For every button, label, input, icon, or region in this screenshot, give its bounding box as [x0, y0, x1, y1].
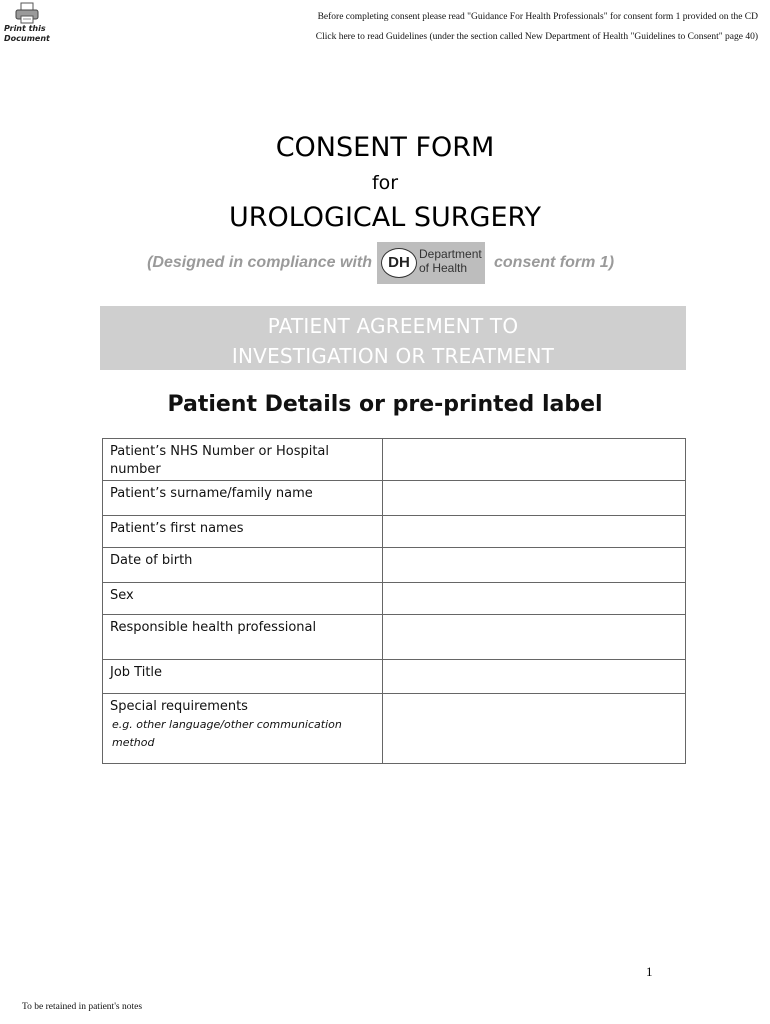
dh-logo-initials: DH — [388, 254, 410, 271]
date-of-birth-label: Date of birth — [103, 548, 383, 583]
special-requirements-field[interactable] — [383, 694, 686, 764]
job-title-field[interactable] — [383, 660, 686, 694]
banner-line-2: INVESTIGATION OR TREATMENT — [231, 344, 555, 368]
date-of-birth-field[interactable] — [383, 548, 686, 583]
job-title-label: Job Title — [103, 660, 383, 694]
agreement-banner — [100, 306, 686, 370]
table-row — [103, 615, 686, 660]
patient-details-table — [102, 438, 686, 764]
compliance-text-left: (Designed in compliance with — [147, 254, 372, 271]
dh-logo-name — [419, 247, 485, 275]
nhs-number-label: Patient’s NHS Number or Hospital number — [103, 439, 383, 481]
table-row — [103, 481, 686, 516]
dh-logo-name-line2: of Health — [419, 261, 468, 275]
special-requirements-hint: e.g. other language/other communication method — [112, 718, 342, 749]
print-label-line1: Print this — [4, 24, 46, 33]
table-row — [103, 583, 686, 615]
banner-line-1: PATIENT AGREEMENT TO — [267, 314, 519, 338]
guidelines-link[interactable]: Click here to read Guidelines (under the section called New Department of Health "Guidelines to Consent" page 40) — [315, 32, 758, 42]
first-names-field[interactable] — [383, 516, 686, 548]
surname-label: Patient’s surname/family name — [103, 481, 383, 516]
table-row — [103, 548, 686, 583]
dh-logo-oval — [381, 248, 417, 278]
table-row — [103, 439, 686, 481]
special-requirements-title: Special requirements — [110, 699, 248, 714]
patient-details-heading: Patient Details or pre-printed label — [167, 392, 603, 417]
nhs-number-field[interactable] — [383, 439, 686, 481]
printer-icon — [14, 2, 40, 24]
special-requirements-label — [103, 694, 383, 764]
form-subtitle: UROLOGICAL SURGERY — [228, 202, 542, 233]
department-of-health-logo — [377, 242, 485, 284]
compliance-text-right: consent form 1) — [494, 254, 615, 271]
table-row — [103, 660, 686, 694]
footer-note: To be retained in patient's notes — [22, 1002, 143, 1012]
print-document-button[interactable] — [4, 2, 56, 44]
health-professional-label: Responsible health professional — [103, 615, 383, 660]
page-number: 1 — [646, 964, 653, 979]
form-title: CONSENT FORM — [275, 132, 495, 163]
print-label-line2: Document — [4, 34, 50, 43]
sex-field[interactable] — [383, 583, 686, 615]
compliance-line — [0, 242, 770, 286]
first-names-label: Patient’s first names — [103, 516, 383, 548]
print-label — [4, 24, 60, 44]
table-row — [103, 694, 686, 764]
guidance-note: Before completing consent please read "Guidance For Health Professionals" for consent form 1 provided on the CD — [317, 12, 758, 22]
sex-label: Sex — [103, 583, 383, 615]
surname-field[interactable] — [383, 481, 686, 516]
dh-logo-name-line1: Department — [419, 247, 482, 261]
table-row — [103, 516, 686, 548]
health-professional-field[interactable] — [383, 615, 686, 660]
form-title-for: for — [371, 172, 399, 194]
